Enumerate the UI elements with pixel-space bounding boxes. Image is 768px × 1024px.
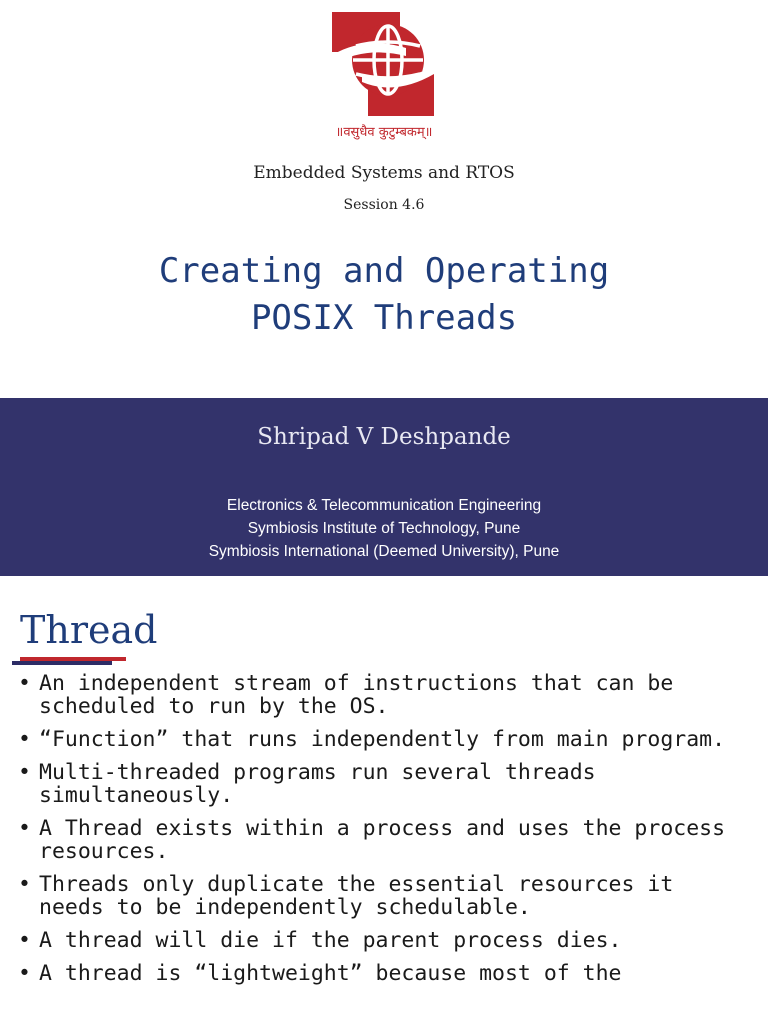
bullet-list [18, 672, 748, 995]
bullet-item: • A Thread exists within a process and uses the process resources. [18, 816, 726, 864]
thread-slide [0, 576, 768, 1024]
bullet-dot: • [18, 671, 31, 696]
bullet-item: • A thread will die if the parent process dies. [18, 928, 622, 953]
presentation-title [0, 248, 768, 342]
slide-title: Thread [20, 608, 158, 652]
title-line-1: Creating and Operating [158, 251, 610, 291]
symbiosis-logo [326, 8, 442, 144]
logo-motto: ॥वसुधैव कुटुम्बकम्॥ [335, 125, 433, 140]
affiliation-line: Symbiosis International (Deemed University), Pune [208, 543, 560, 560]
affiliation-block [0, 494, 768, 563]
bullet-dot: • [18, 928, 31, 953]
course-name: Embedded Systems and RTOS [253, 163, 515, 183]
title-underline-navy [12, 661, 112, 665]
author-name: Shripad V Deshpande [257, 424, 511, 450]
bullet-dot: • [18, 872, 31, 897]
bullet-dot: • [18, 727, 31, 752]
logo-emblem [332, 12, 434, 116]
bullet-dot: • [18, 816, 31, 841]
session-label: Session 4.6 [343, 197, 425, 213]
bullet-item: • Threads only duplicate the essential resources it needs to be independently schedulable. [18, 872, 674, 920]
bullet-item: • Multi-threaded programs run several threads simultaneously. [18, 760, 596, 808]
affiliation-line: Symbiosis Institute of Technology, Pune [247, 520, 521, 537]
affiliation-line: Electronics & Telecommunication Engineering [226, 497, 542, 514]
bullet-item: • “Function” that runs independently from main program. [18, 727, 726, 752]
bullet-dot: • [18, 961, 31, 986]
bullet-dot: • [18, 760, 31, 785]
title-line-2: POSIX Threads [250, 298, 518, 338]
bullet-item: • An independent stream of instructions that can be scheduled to run by the OS. [18, 671, 674, 719]
bullet-item: • A thread is “lightweight” because most of the [18, 961, 622, 986]
